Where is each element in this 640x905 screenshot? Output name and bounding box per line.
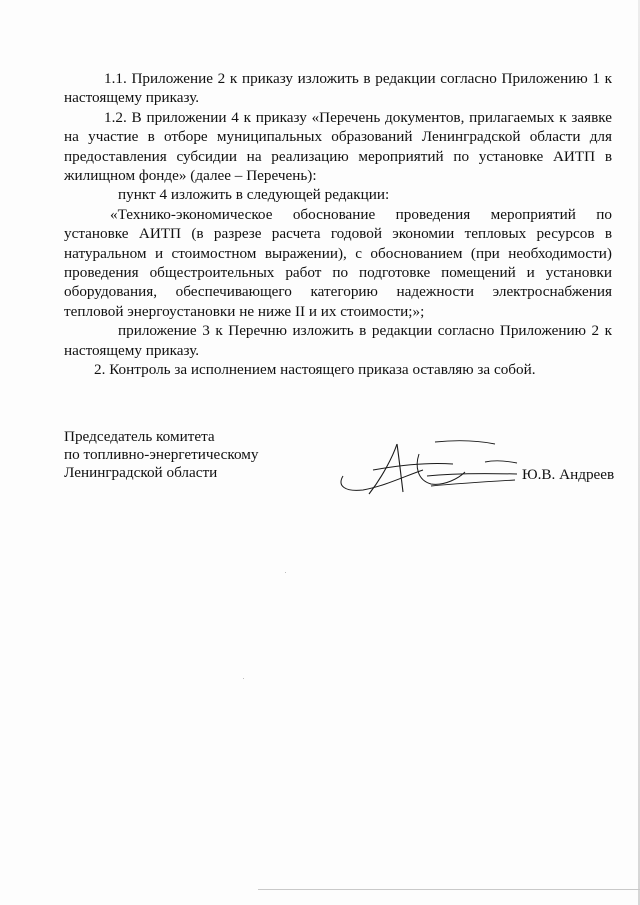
paragraph-2: 2. Контроль за исполнением настоящего приказа оставляю за собой. — [94, 361, 536, 379]
paragraph-appendix-3: приложение 3 к Перечню изложить в редакции согласно Приложению 2 к настоящему приказу. — [64, 322, 612, 359]
signer-name: Ю.В. Андреев — [522, 466, 615, 483]
position-line: по топливно-энергетическому — [64, 446, 259, 463]
handwritten-signature — [335, 436, 520, 506]
document-body — [64, 69, 612, 380]
position-line: Председатель комитета — [64, 428, 215, 445]
paragraph-1-2: 1.2. В приложении 4 к приказу «Перечень документов, прилагаемых к заявке на участие в отборе муниципальных образований Ленинградской области для предоставления субсидии на реализацию мероприятий по установке АИТП в жилищном фонде» (далее – Перечень): — [64, 108, 612, 185]
signature-position — [64, 428, 314, 482]
paragraph-quote: «Технико-экономическое обоснование проведения мероприятий по установке АИТП (в разрезе расчета годовой экономии тепловых ресурсов в натуральном и стоимостном выражении), с обоснованием (при необходимости) проведения общестроительных работ по подготовке помещений и установки оборудования, обеспечивающего категорию надежности электроснабжения тепловой энергоустановки не ниже II и их стоимости;»; — [64, 205, 612, 320]
scan-bottom-edge — [258, 889, 640, 890]
paragraph-1-1: 1.1. Приложение 2 к приказу изложить в редакции согласно Приложению 1 к настоящему приказу. — [64, 70, 612, 107]
scan-speck — [285, 572, 286, 573]
position-line: Ленинградской области — [64, 464, 218, 481]
scan-speck — [243, 678, 244, 679]
paragraph-item-4: пункт 4 изложить в следующей редакции: — [118, 186, 390, 204]
